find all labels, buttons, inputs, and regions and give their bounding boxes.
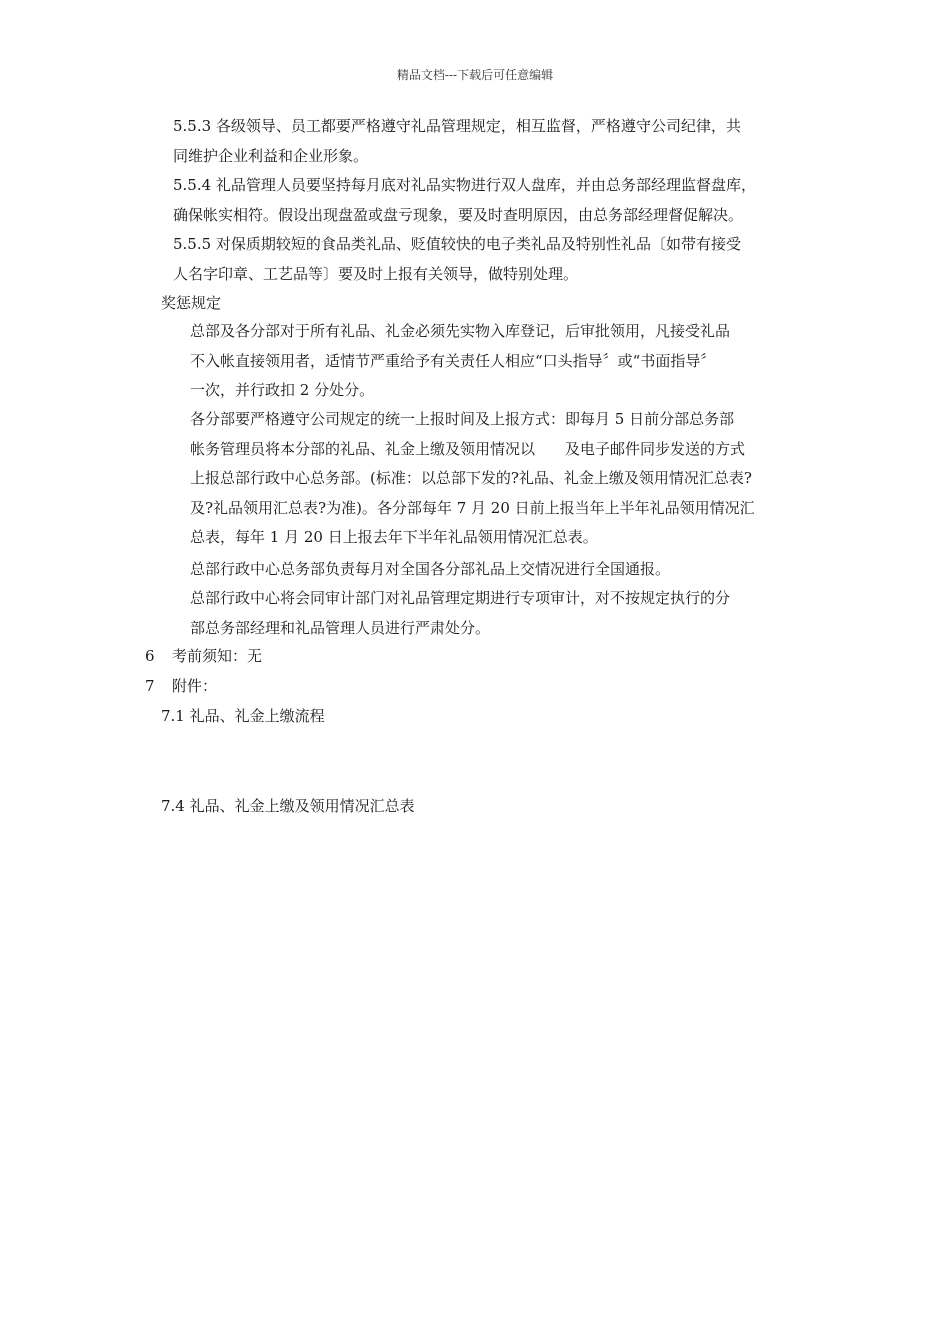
rule-3: [190, 555, 670, 585]
text-line: 总部行政中心总务部负责每月对全国各分部礼品上交情况进行全国通报。: [190, 560, 671, 578]
text-line: 各分部要严格遵守公司规定的统一上报时间及上报方式：即每月 5 日前分部总务部: [190, 410, 735, 428]
section-text: 附件：: [172, 677, 218, 695]
heading-text: 奖惩规定: [161, 294, 222, 312]
text-line: 确保帐实相符。假设出现盘盈或盘亏现象，要及时查明原因，由总务部经理督促解决。: [173, 205, 744, 224]
reward-title: [161, 289, 221, 319]
rule-2: [190, 405, 755, 553]
text-line: 及?礼品领用汇总表?为准)。各分部每年 7 月 20 日前上报当年上半年礼品领用情况汇: [190, 498, 755, 517]
text-line: 上报总部行政中心总务部。(标准：以总部下发的?礼品、礼金上缴及领用情况汇总表?: [190, 469, 752, 487]
section-6: [145, 642, 262, 672]
page-header: 精品文档---下载后可任意编辑: [396, 68, 554, 82]
section-number: 6: [145, 647, 155, 665]
text-line: 总部及各分部对于所有礼品、礼金必须先实物入库登记，后审批领用，凡接受礼品: [190, 322, 731, 340]
section-5-5-3: [173, 112, 741, 171]
text-line: 总部行政中心将会同审计部门对礼品管理定期进行专项审计，对不按规定执行的分: [190, 589, 731, 607]
text-line: 人名字印章、工艺品等〕要及时上报有关领导，做特别处理。: [173, 264, 579, 283]
text-line: 总表，每年 1 月 20 日上报去年下半年礼品领用情况汇总表。: [190, 528, 598, 546]
section-7: [145, 672, 217, 702]
text-line: 不入帐直接领用者，适情节严重给予有关责任人相应“口头指导〞或“书面指导〞: [190, 351, 716, 370]
text-line: 7.1 礼品、礼金上缴流程: [161, 707, 325, 725]
text-line: 同维护企业利益和企业形象。: [173, 146, 369, 165]
rule-4: [190, 584, 730, 643]
section-number: 7: [145, 677, 155, 695]
text-line: 5.5.4 礼品管理人员要坚持每月底对礼品实物进行双人盘库，并由总务部经理监督盘库，: [173, 176, 756, 194]
text-line: 7.4 礼品、礼金上缴及领用情况汇总表: [161, 797, 415, 815]
section-5-5-5: [173, 230, 741, 289]
text-line: 帐务管理员将本分部的礼品、礼金上缴及领用情况以 及电子邮件同步发送的方式: [190, 439, 746, 458]
section-text: 考前须知：无: [172, 647, 263, 665]
attachment-7-1: [161, 702, 325, 732]
section-5-5-4: [173, 171, 756, 230]
text-line: 5.5.3 各级领导、员工都要严格遵守礼品管理规定，相互监督，严格遵守公司纪律，共: [173, 117, 741, 135]
text-line: 部总务部经理和礼品管理人员进行严肃处分。: [190, 618, 491, 637]
text-line: 5.5.5 对保质期较短的食品类礼品、贬值较快的电子类礼品及特别性礼品〔如带有接受: [173, 235, 741, 253]
text-line: 一次，并行政扣 2 分处分。: [190, 381, 375, 399]
rule-1: [190, 317, 730, 406]
attachment-7-4: [161, 792, 415, 822]
